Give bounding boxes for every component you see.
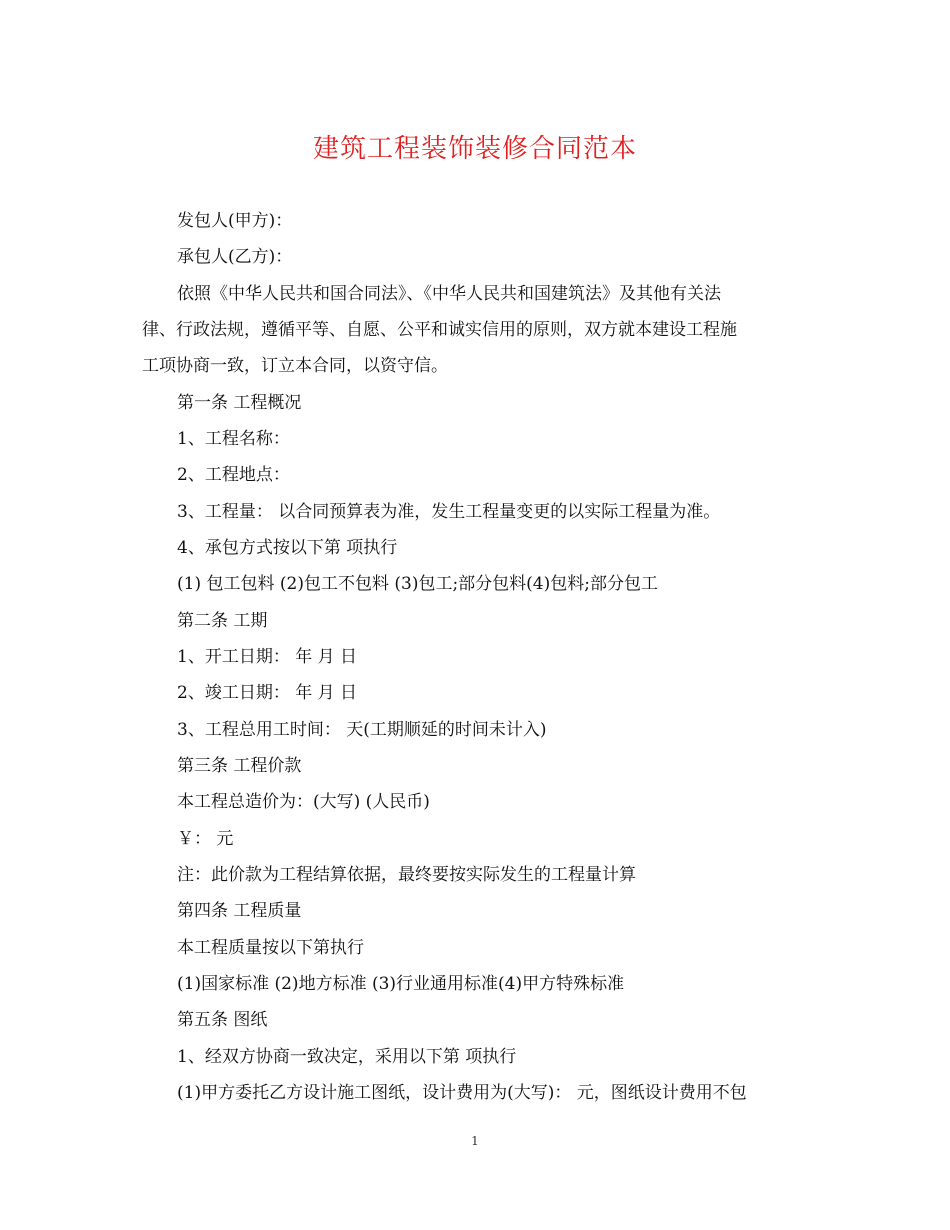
preamble-line-1: 依照《中华人民共和国合同法》、《中华人民共和国建筑法》及其他有关法 [177, 284, 721, 304]
drawings-method-line: 1、经双方协商一致决定，采用以下第 项执行 [177, 1047, 517, 1067]
article-5-heading: 第五条 图纸 [177, 1010, 268, 1030]
start-date-line: 1、开工日期： 年 月 日 [177, 647, 358, 667]
article-3-heading: 第三条 工程价款 [177, 756, 302, 776]
article-2-heading: 第二条 工期 [177, 611, 268, 631]
project-location-line: 2、工程地点： [177, 465, 290, 485]
project-name-line: 1、工程名称： [177, 429, 290, 449]
party-a-line: 发包人(甲方)： [177, 211, 293, 231]
project-quantity-line: 3、工程量： 以合同预算表为准，发生工程量变更的以实际工程量为准。 [177, 502, 721, 522]
document-title: 建筑工程装饰装修合同范本 [312, 134, 637, 164]
preamble-line-2: 律、行政法规，遵循平等、自愿、公平和诚实信用的原则，双方就本建设工程施 [142, 320, 737, 340]
contract-method-options: (1) 包工包料 (2)包工不包料 (3)包工;部分包料(4)包料;部分包工 [177, 574, 658, 594]
article-4-heading: 第四条 工程质量 [177, 901, 302, 921]
total-duration-line: 3、工程总用工时间： 天(工期顺延的时间未计入) [177, 720, 547, 740]
page-number: 1 [471, 1134, 479, 1148]
quality-standard-options: (1)国家标准 (2)地方标准 (3)行业通用标准(4)甲方特殊标准 [177, 974, 625, 994]
total-price-line: 本工程总造价为：(大写) (人民币) [177, 792, 430, 812]
price-note-line: 注：此价款为工程结算依据，最终要按实际发生的工程量计算 [177, 865, 636, 885]
preamble-line-3: 工项协商一致，订立本合同，以资守信。 [142, 356, 448, 376]
article-1-heading: 第一条 工程概况 [177, 393, 302, 413]
contract-method-line: 4、承包方式按以下第 项执行 [177, 538, 398, 558]
drawings-option-1-line: (1)甲方委托乙方设计施工图纸，设计费用为(大写)： 元，图纸设计费用不包 [177, 1083, 747, 1103]
party-b-line: 承包人(乙方)： [177, 247, 293, 267]
price-amount-line: ￥： 元 [177, 829, 234, 849]
quality-standard-line: 本工程质量按以下第执行 [177, 938, 364, 958]
completion-date-line: 2、竣工日期： 年 月 日 [177, 683, 358, 703]
